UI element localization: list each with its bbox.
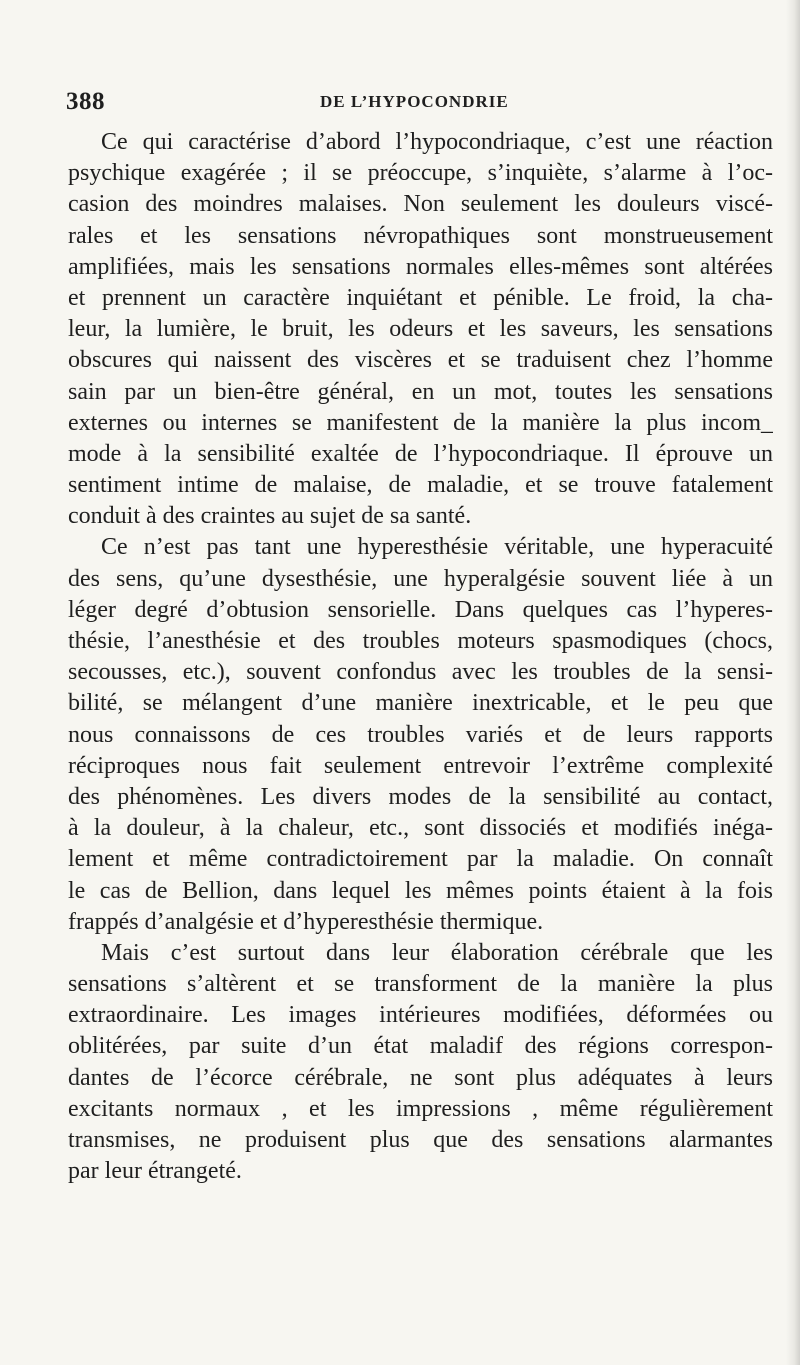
text-line: obscures qui naissent des viscères et se traduisent chez l’homme bbox=[68, 347, 773, 374]
text-line: transmises, ne produisent plus que des sensations alarmantes bbox=[68, 1127, 773, 1153]
text-line: frappés d’analgésie et d’hyperesthésie thermique. bbox=[68, 908, 544, 935]
text-line: psychique exagérée ; il se préoccupe, s’inquiète, s’alarme à l’oc- bbox=[68, 160, 773, 187]
text-line: léger degré d’obtusion sensorielle. Dans quelques cas l’hyperes- bbox=[68, 596, 773, 623]
text-line: amplifiées, mais les sensations normales elles-mêmes sont altérées bbox=[68, 253, 773, 280]
page-number: 388 bbox=[66, 88, 105, 115]
text-line: leur, la lumière, le bruit, les odeurs et les saveurs, les sensations bbox=[68, 316, 773, 343]
text-line: mode à la sensibilité exaltée de l’hypocondriaque. Il éprouve un bbox=[68, 440, 773, 467]
text-line: sensations s’altèrent et se transforment de la manière la plus bbox=[68, 971, 773, 998]
text-line: sentiment intime de malaise, de maladie, et se trouve fatalement bbox=[68, 472, 773, 499]
text-line: Ce n’est pas tant une hyperesthésie véritable, une hyperacuité bbox=[101, 534, 773, 561]
text-line: et prennent un caractère inquiétant et pénible. Le froid, la cha- bbox=[68, 284, 773, 311]
text-line: rales et les sensations névropathiques sont monstrueusement bbox=[68, 222, 773, 249]
text-line: dantes de l’écorce cérébrale, ne sont plus adéquates à leurs bbox=[68, 1064, 773, 1091]
text-line: externes ou internes se manifestent de la manière la plus incom_ bbox=[68, 409, 773, 436]
text-line: thésie, l’anesthésie et des troubles moteurs spasmodiques (chocs, bbox=[68, 628, 773, 654]
page-header bbox=[66, 88, 774, 122]
text-line: nous connaissons de ces troubles variés et de leurs rapports bbox=[68, 721, 773, 748]
text-line: lement et même contradictoirement par la maladie. On connaît bbox=[68, 846, 773, 873]
body-text bbox=[68, 127, 773, 1187]
text-line: réciproques nous fait seulement entrevoir l’extrême complexité bbox=[68, 752, 773, 779]
text-line: bilité, se mélangent d’une manière inextricable, et le peu que bbox=[68, 690, 773, 717]
text-line: casion des moindres malaises. Non seulement les douleurs viscé- bbox=[68, 191, 773, 218]
text-line: le cas de Bellion, dans lequel les mêmes points étaient à la fois bbox=[68, 877, 773, 904]
text-line: Mais c’est surtout dans leur élaboration cérébrale que les bbox=[101, 939, 773, 966]
text-line: par leur étrangeté. bbox=[68, 1158, 242, 1185]
text-line: des sens, qu’une dysesthésie, une hyperalgésie souvent liée à un bbox=[68, 565, 773, 592]
page-edge-shadow bbox=[786, 0, 800, 1365]
text-line: des phénomènes. Les divers modes de la sensibilité au contact, bbox=[68, 783, 773, 810]
text-line: secousses, etc.), souvent confondus avec les troubles de la sensi- bbox=[68, 659, 773, 686]
text-line: excitants normaux , et les impressions , même régulièrement bbox=[68, 1095, 773, 1122]
text-line: sain par un bien-être général, en un mot, toutes les sensations bbox=[68, 378, 773, 405]
text-line: à la douleur, à la chaleur, etc., sont dissociés et modifiés inéga- bbox=[68, 815, 773, 842]
text-line: oblitérées, par suite d’un état maladif des régions correspon- bbox=[68, 1033, 773, 1060]
text-line: Ce qui caractérise d’abord l’hypocondriaque, c’est une réaction bbox=[101, 129, 773, 155]
text-line: conduit à des craintes au sujet de sa santé. bbox=[68, 503, 472, 530]
running-head: DE L’HYPOCONDRIE bbox=[320, 92, 509, 111]
text-line: extraordinaire. Les images intérieures modifiées, déformées ou bbox=[68, 1002, 773, 1029]
